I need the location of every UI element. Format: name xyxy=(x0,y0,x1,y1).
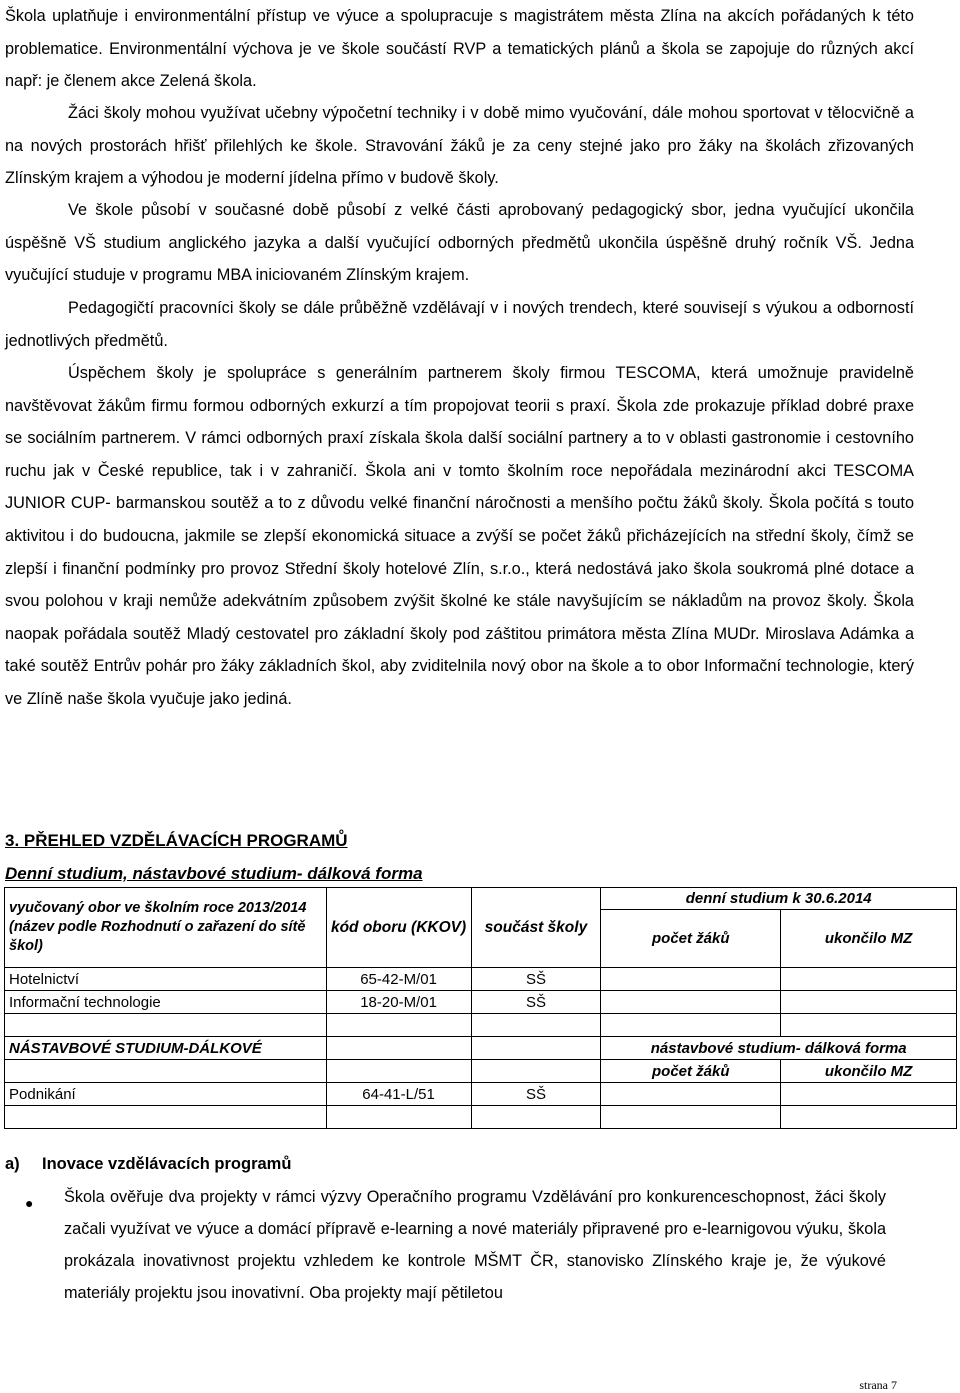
paragraph-staff: Ve škole působí v současné době působí z velké části aprobovaný pedagogický sbor, jedna vyučující ukončila úspěšně VŠ studium anglického jazyka a další vyučující odborných předmětů ukončila úspěšně druhý ročník VŠ. Jedna vyučující studuje v programu MBA iniciovaném Zlínským krajem. xyxy=(5,201,914,285)
paragraph-partners: Úspěchem školy je spolupráce s generálním partnerem školy firmou TESCOMA, která umožnuje pravidelně navštěvovat žákům firmu formou odborných exkurzí a tím propojovat teorii s praxí. Škola zde prokazuje příklad dobré praxe se sociálním partnerem. V rámci odborných praxí získala škola další sociální partnery a to v oblasti gastronomie i cestovního ruchu jak v České republice, tak i v zahraničí. Škola ani v tomto školním roce nepořádala mezinárodní akci TESCOMA JUNIOR CUP- barmanskou soutěž a to z důvodu velké finanční náročnosti a menšího počtu žáků školy. Škola počítá s touto aktivitou i do budoucna, jakmile se zlepší ekonomická situace a zvýší se počet žáků přicházejících na střední školy, čímž se zlepší i finanční podmínky pro provoz Střední školy hotelové Zlín, s.r.o., která nedostává jako škola soukromá plné dotace a svou polohou v kraji nemůže adekvátním způsobem zvýšit školné ke stále navyšujícím se nákladům na provoz školy. Škola naopak pořádala soutěž Mladý cestovatel pro základní školy pod záštitou primátora města Zlína MUDr. Miroslava Adámka a také soutěž Entrův pohár pro žáky základních škol, aby zviditelnila nový obor na škole a to obor Informační technologie, který ve Zlíně naše škola vyučuje jako jediná. xyxy=(5,364,914,708)
cell-ukoncilo xyxy=(781,991,957,1014)
page-number: strana 7 xyxy=(859,1378,897,1392)
cell-kod: 65-42-M/01 xyxy=(326,968,471,991)
cell-soucast: SŠ xyxy=(471,1083,601,1106)
table-row-empty xyxy=(5,1014,957,1037)
header-pocet-zaku-2: počet žáků xyxy=(601,1060,781,1083)
cell-obor: Informační technologie xyxy=(5,991,327,1014)
paragraph-facilities: Žáci školy mohou využívat učebny výpočetní techniky i v době mimo vyučování, dále mohou sportovat v tělocvičně a na nových prostorách hřišť přilehlých ke škole. Stravování žáků je za ceny stejné jako pro žáky na školách zřizovaných Zlínským krajem a výhodou je moderní jídelna přímo v budově školy. xyxy=(5,104,914,188)
header-ukoncilo-mz-2: ukončilo MZ xyxy=(781,1060,957,1083)
table-row-empty xyxy=(5,1106,957,1129)
section-subheading: Denní studium, nástavbové studium- dálková forma xyxy=(5,864,423,883)
cell-soucast: SŠ xyxy=(471,968,601,991)
cell-pocet xyxy=(601,968,781,991)
paragraph-training: Pedagogičtí pracovníci školy se dále průběžně vzdělávají v i nových trendech, které souvisejí s výukou a odborností jednotlivých předmětů. xyxy=(5,299,914,350)
innovation-heading xyxy=(5,1155,291,1174)
programs-table xyxy=(4,887,957,1129)
cell-kod: 64-41-L/51 xyxy=(326,1083,471,1106)
cell-obor: Hotelnictví xyxy=(5,968,327,991)
bullet-icon: ● xyxy=(25,1195,34,1211)
table-row xyxy=(5,968,957,991)
cell-pocet xyxy=(601,991,781,1014)
header-nastavbove-studium: nástavbové studium- dálková forma xyxy=(601,1037,957,1060)
innovation-label: a) xyxy=(5,1155,20,1173)
header-pocet-zaku: počet žáků xyxy=(601,910,781,968)
section-heading: 3. PŘEHLED VZDĚLÁVACÍCH PROGRAMŮ xyxy=(5,831,348,850)
header-denni-studium: denní studium k 30.6.2014 xyxy=(601,888,957,910)
header-soucast: součást školy xyxy=(471,888,601,968)
paragraph-environment: Škola uplatňuje i environmentální přístup ve výuce a spolupracuje s magistrátem města Zlína na akcích pořádaných k této problematice. Environmentální výchova je ve škole součástí RVP a tematických plánů a škola se zapojuje do různých akcí např: je členem akce Zelená škola. xyxy=(5,7,914,91)
header-obor: vyučovaný obor ve školním roce 2013/2014 (název podle Rozhodnutí o zařazení do sítě škol) xyxy=(5,888,327,968)
table-row xyxy=(5,1083,957,1106)
table-row xyxy=(5,1037,957,1060)
cell-soucast: SŠ xyxy=(471,991,601,1014)
header-ukoncilo-mz: ukončilo MZ xyxy=(781,910,957,968)
cell-obor: Podnikání xyxy=(5,1083,327,1106)
table-row xyxy=(5,1060,957,1083)
innovation-bullet-text: Škola ověřuje dva projekty v rámci výzvy Operačního programu Vzdělávání pro konkurenceschopnost, žáci školy začali využívat ve výuce a domácí přípravě e-learning a nové materiály připravené pro e-learnigovou výuku, škola prokázala inovativnost projektu vzhledem ke kontrole MŠMT ČR, stanovisko Zlínského kraje je, že výukové materiály projektu jsou inovativní. Oba projekty mají pětiletou xyxy=(64,1188,886,1302)
innovation-title: Inovace vzdělávacích programů xyxy=(42,1155,292,1173)
cell-nastavbove-label: NÁSTAVBOVÉ STUDIUM-DÁLKOVÉ xyxy=(5,1037,327,1060)
cell-ukoncilo xyxy=(781,968,957,991)
cell-kod: 18-20-M/01 xyxy=(326,991,471,1014)
header-kod: kód oboru (KKOV) xyxy=(326,888,471,968)
table-row xyxy=(5,991,957,1014)
